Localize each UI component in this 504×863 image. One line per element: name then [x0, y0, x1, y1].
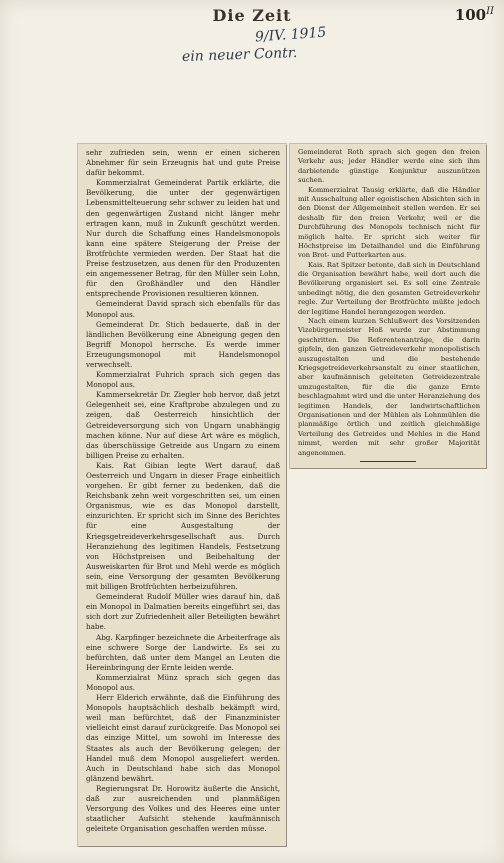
paragraph: Kommerzialrat Münz sprach sich gegen das Monopol aus.: [86, 672, 280, 692]
paragraph: Abg. Karpfinger bezeichnete die Arbeiterfrage als eine schwere Sorge der Landwirte. Es sei zu befürchten, daß unter dem Mangel an Leuten die Hereinbringung der Ernte leiden werde.: [86, 632, 280, 672]
paragraph: Regierungsrat Dr. Horowitz äußerte die Ansicht, daß zur ausreichenden und planmäßigen Versorgung des Volkes und des Heeres eine unter staatlicher Aufsicht stehende kaufmännisch geleitete Organisation geschaffen werden müsse.: [86, 783, 280, 834]
newspaper-clipping-left: [78, 144, 286, 846]
paragraph: Gemeinderat David sprach sich ebenfalls für das Monopol aus.: [86, 299, 280, 319]
paragraph: Kammersekretär Dr. Ziegler hob hervor, daß jetzt Gelegenheit sei, eine Kraftprobe abzulegen und zu zeigen, daß Oesterreich hinsichtlich der Getreideversorgung sich von Ungarn unabhängig machen könne. Nur auf diese Art wäre es möglich, das überschüssige Getreide aus Ungarn zu einem billigen Preise zu erhalten.: [86, 390, 280, 460]
paragraph: Nach einem kurzen Schlußwort des Vorsitzenden Vizebürgermeister Hoß wurde zur Abstimmung geschritten. Die Referentenanträge, die darin gipfeln, den ganzen Getreideverkehr monopolistisch auszugestalten und die bestehende Kriegsgetreideverkehrsanstalt zu einer staatlichen, aber kaufmännisch geleiteten Getreidezentrale umzugestalten, für die die ganze Ernte beschlagnahmt wird und die unter Heranziehung des legitimen Handels, der landwirtschaftlichen Organisationen und der Mühlen als Lohnmühlen die planmäßige örtlich und zeitlich gleichmäßige Verteilung des Getreides und Mehles in die Hand nimmt, werden mit sehr großer Majorität angenommen.: [298, 317, 480, 457]
paragraph: Kommerzialrat Fuhrich sprach sich gegen das Monopol aus.: [86, 370, 280, 390]
newspaper-clipping-right: [290, 144, 486, 468]
document-number-value: 100: [454, 6, 487, 24]
handwritten-date: 9/IV. 1915: [254, 24, 327, 46]
paragraph: Kais. Rat Gibian legte Wert darauf, daß Oesterreich und Ungarn in dieser Frage einheitlich vorgehen. Er gibt ferner zu bedenken, daß die Reichsbank zehn weit vorgeschritten sei, um einen Organismus, wie es das Monopol darstellt, einzurichten. Er spricht sich im Sinne des Berichtes für eine Ausgestaltung der Kriegsgetreideverkehrsgesellschaft aus. Durch Heranziehung des legitimen Handels, Festsetzung von Höchstpreisen und Beibehaltung der Ausweiskarten für Brot und Mehl werde es möglich sein, eine Versorgung der gesamten Bevölkerung mit billigen Brotfrüchten herbeizuführen.: [86, 460, 280, 592]
paragraph: sehr zufrieden sein, wenn er einen sicheren Abnehmer für sein Erzeugnis hat und gute Preise dafür bekommt.: [86, 148, 280, 178]
paragraph: Herr Elderich erwähnte, daß die Einführung des Monopols hauptsächlich deshalb bekämpft wird, weil man befürchtet, daß der Finanzminister vielleicht einst darauf zurückgreife. Das Monopol sei das einzige Mittel, um sowohl im Interesse des Staates als auch der Bevölkerung gelegen; der Handel muß dem Monopol ausgeliefert werden. Auch in Deutschland habe sich das Monopol glänzend bewährt.: [86, 693, 280, 783]
newspaper-masthead: Die Zeit: [212, 6, 292, 25]
paragraph: Kommerzialrat Tausig erklärte, daß die Händler mit Ausschaltung aller egoistischen Absichten sich in den Dienst der Allgemeinheit stellen werden. Er sei deshalb für den freien Verkehr, weil er die Durchführung des Monopols technisch nicht für möglich halte. Er spricht sich weiter für Höchstpreise im Detailhandel und die Einführung von Brot- und Futterkarten aus.: [298, 185, 480, 260]
document-number: [455, 6, 494, 24]
paragraph: Gemeinderat Roth sprach sich gegen den freien Verkehr aus; jeder Händler werde eine sich ihm darbietende günstige Konjunktur auszunützen suchen.: [298, 148, 480, 185]
paragraph: Gemeinderat Rudolf Müller wies darauf hin, daß ein Monopol in Dalmatien bereits eingeführt sei, das sich dort zur Zufriedenheit aller Beteiligten bewährt habe.: [86, 592, 280, 632]
paragraph: Kommerzialrat Gemeinderat Partik erklärte, die Bevölkerung, die unter der gegenwärtigen Lebensmittelteuerung sehr schwer zu leiden hat und den gegenwärtigen Zustand nicht länger mehr ertragen kann, muß in Zukunft geschützt werden. Nur durch die Schaffung eines Handelsmonopols kann eine spätere Steigerung der Preise der Brotfrüchte vermieden werden. Der Staat hat die Preise festzusetzen, aus denen für den Produzenten ein angemessener Betrag, für den Müller sein Lohn, für den Großhändler und den Händler entsprechende Provisionen resultieren können.: [86, 178, 280, 299]
article-end-rule: [360, 461, 416, 462]
paragraph: Gemeinderat Dr. Stich bedauerte, daß in der ländlichen Bevölkerung eine Abneigung gegen den Begriff Monopol herrsche. Es werde immer Erzeugungsmonopol mit Handelsmonopol verwechselt.: [86, 319, 280, 369]
left-column-text: [86, 148, 280, 834]
document-number-suffix: II: [486, 6, 494, 17]
right-column-text: [298, 148, 480, 458]
paragraph: Kais. Rat Spitzer betonte, daß sich in Deutschland die Organisation bewährt habe, weil dort auch die Bevölkerung organisiert sei. Es soll eine Zentrale unbedingt nötig, die den gesamten Getreideverkehr regle. Zur Verteilung der Brotfrüchte müßte jedoch der legitime Handel herangezogen werden.: [298, 260, 480, 316]
handwritten-note: ein neuer Contr.: [181, 44, 298, 66]
